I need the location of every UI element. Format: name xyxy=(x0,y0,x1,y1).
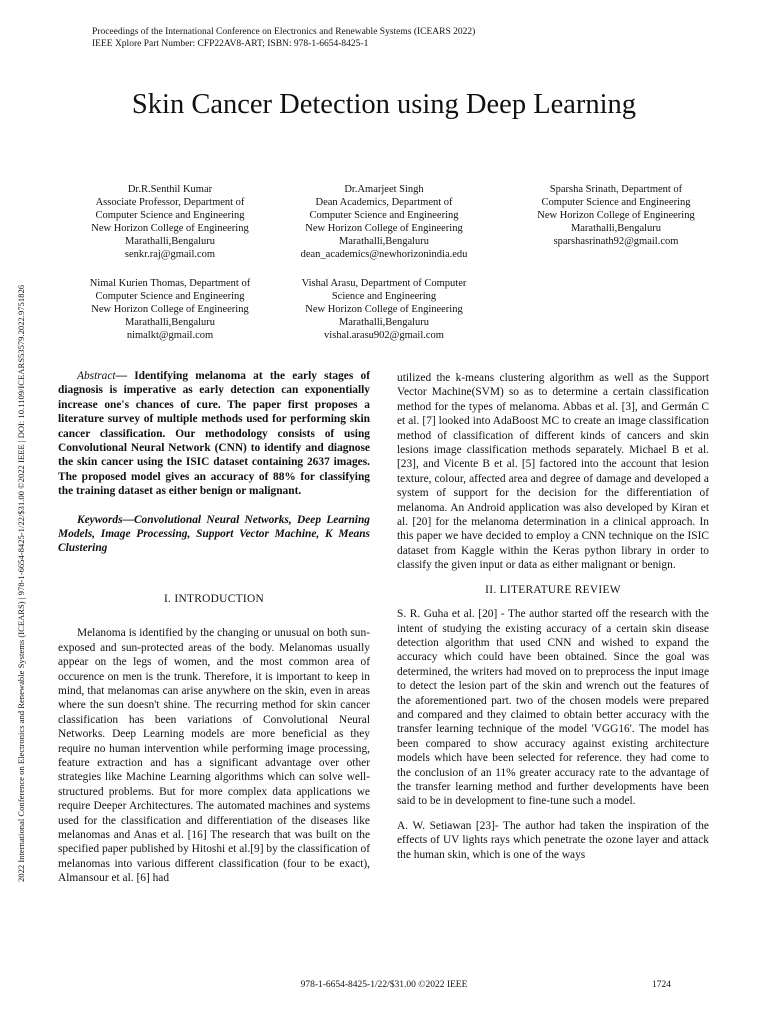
author-name: Nimal Kurien Thomas, Department of xyxy=(89,278,251,289)
author-affiliation: New Horizon College of Engineering xyxy=(305,222,463,234)
author-block xyxy=(52,184,288,261)
author-affiliation: Science and Engineering xyxy=(331,290,437,302)
footer-copyright: 978-1-6654-8425-1/22/$31.00 ©2022 IEEE xyxy=(300,980,468,990)
author-block xyxy=(498,184,734,249)
abstract xyxy=(58,369,370,499)
introduction-continued: utilized the k-means clustering algorithm as well as the Support Vector Machine(SVM) so as to determine a certain classification method for the types of melanoma. Abbas et al. [3], and Germán C et al. [7] looked into AdaBoost MC to create an image classification method of classification of different kinds of cancers and skin lesions image classification methods separately. Michael B et al. [23], and Vicente B et al. [5] factored into the account that lesion texture, colour, affected area and degree of damage and developed a system of support for the decision for the differentiation of melanoma. An Android application was also developed by Kiran et al. [20] for the melanoma determination in a clinical approach. In this paper we have decided to employ a CNN technique on the ISIC dataset from Kaggle within the Keras python library in order to classify the given input or data as either malignant or benign. xyxy=(397,372,709,572)
author-affiliation: Computer Science and Engineering xyxy=(95,290,245,302)
author-block xyxy=(266,184,502,261)
author-block xyxy=(52,278,288,343)
paper-title: Skin Cancer Detection using Deep Learning xyxy=(131,89,637,120)
conference-header xyxy=(92,26,475,50)
author-email: senkr.raj@gmail.com xyxy=(124,248,216,260)
section-heading-literature: II. LITERATURE REVIEW xyxy=(485,583,621,596)
author-affiliation: New Horizon College of Engineering xyxy=(537,209,695,221)
introduction-text: Melanoma is identified by the changing or unusual on both sun-exposed and sun-protected areas of the body. Melanomas usually appear on the legs of women, and the most common area of occurence on men is the trunk. Therefore, it is important to keep in mind, that melanomas can arise anywhere on the skin, even in areas where the sun doesn't shine. The recurring method for skin cancer classification has been variations of Convolutional Neural Networks. Deep Learning models are more beneficial as they require no human intervention while performing image processing, feature extraction and has a significant advantage over other strategies like Machine Learning algorithms which can solve well-structured problems. But for more complex data applications we require Deeper Architectures. The automated machines and systems used for the classification and differentiation of the diseases like melanomas and Anas et al. [16] The research that was built on the specified paper published by Hitoshi et al.[9] by the classification of melanomas into various different classification (four to be exact), Almansour et al. [6] had xyxy=(58,627,370,885)
author-location: Marathalli,Bengaluru xyxy=(338,316,430,328)
abstract-text: — Identifying melanoma at the early stages of diagnosis is imperative as early detection can exponentially increase one's chances of cure. The paper first proposes a literature survey of multiple methods used for performing skin cancer classification. Our methodology consists of using Convolutional Neural Network (CNN) to identify and diagnose the skin cancer using the ISIC dataset containing 2637 images. The proposed model gives an accuracy of 88% for classifying the training dataset as either benign or malignant. xyxy=(58,370,370,498)
author-affiliation: New Horizon College of Engineering xyxy=(91,303,249,315)
literature-paragraph-1: S. R. Guha et al. [20] - The author started off the research with the intent of studying the existing accuracy of a certain skin disease detection algorithm that used CNN and wished to expand the accuracy which could have been obtained. Since the goal was determined, the writers had moved on to preprocess the input image to detect the lesion part of the skin and wrench out the features of the aforementioned part. two of the chosen models were prepared and compared and they claimed to obtain better accuracy with the transfer learning technique of the model 'VGG16'. The model has been compared to show accuracy against existing architecture models which have been selected for reference. they had come to the conclusion of an 11% greater accuracy rate to the advantage of the transfer learning method and further developments have been said to be in development to fine-tune such a model. xyxy=(397,608,709,808)
author-name: Dr.Amarjeet Singh xyxy=(344,184,424,195)
author-email: dean_academics@newhorizonindia.edu xyxy=(300,248,468,260)
left-column xyxy=(58,369,370,886)
author-affiliation: New Horizon College of Engineering xyxy=(91,222,249,234)
doi-sidebar: 2022 International Conference on Electronics and Renewable Systems (ICEARS) | 978-1-6654-8425-1/22/$31.00 ©2022 IEEE | DOI: 10.1109/ICEARS53579.2022.9751826 xyxy=(16,284,26,882)
author-email: vishal.arasu902@gmail.com xyxy=(324,329,444,341)
literature-paragraph-2: A. W. Setiawan [23]- The author had taken the inspiration of the effects of UV lights rays which penetrate the ozone layer and attack the human skin, which is one of the ways xyxy=(397,819,709,861)
keywords: Keywords—Convolutional Neural Networks, Deep Learning Models, Image Processing, Support Vector Machine, K Means Clustering xyxy=(58,513,370,555)
abstract-label: Abstract xyxy=(77,370,116,382)
author-email: sparshasrinath92@gmail.com xyxy=(553,235,679,247)
author-location: Marathalli,Bengaluru xyxy=(338,235,430,247)
author-location: Marathalli,Bengaluru xyxy=(570,222,662,234)
author-name: Sparsha Srinath, Department of xyxy=(549,184,683,195)
author-affiliation: Computer Science and Engineering xyxy=(541,196,691,208)
conference-line: Proceedings of the International Conference on Electronics and Renewable Systems (ICEARS 2022) xyxy=(92,27,476,37)
isbn-line: IEEE Xplore Part Number: CFP22AV8-ART; ISBN: 978-1-6654-8425-1 xyxy=(92,39,369,49)
author-name: Dr.R.Senthil Kumar xyxy=(127,184,213,195)
author-location: Marathalli,Bengaluru xyxy=(124,235,216,247)
author-affiliation: Computer Science and Engineering xyxy=(95,209,245,221)
author-email: nimalkt@gmail.com xyxy=(126,329,214,341)
author-location: Marathalli,Bengaluru xyxy=(124,316,216,328)
author-affiliation: Associate Professor, Department of xyxy=(95,196,245,208)
page-number: 1724 xyxy=(652,980,671,990)
author-block xyxy=(266,278,502,343)
author-affiliation: Computer Science and Engineering xyxy=(309,209,459,221)
author-name: Vishal Arasu, Department of Computer xyxy=(301,278,467,289)
right-column xyxy=(397,371,709,862)
author-affiliation: New Horizon College of Engineering xyxy=(305,303,463,315)
author-affiliation: Dean Academics, Department of xyxy=(315,196,453,208)
section-heading-introduction: I. INTRODUCTION xyxy=(163,592,265,605)
